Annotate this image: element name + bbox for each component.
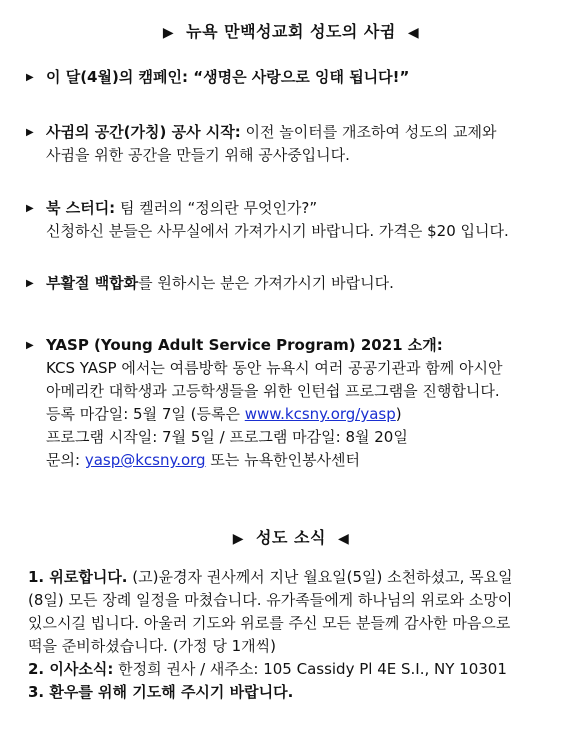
- yasp-contact-label: 문의:: [46, 451, 85, 469]
- bullet-icon: ▶: [26, 127, 34, 138]
- construction-text-line2: 사귐을 위한 공간을 만들기 위해 공사중입니다.: [46, 146, 350, 164]
- move-label: 2. 이사소식:: [28, 660, 114, 678]
- left-triangle-icon: ◀: [337, 531, 350, 547]
- prayer-request: 3. 환우를 위해 기도해 주시기 바랍니다.: [28, 683, 294, 701]
- easter-lily-text: 를 원하시는 분은 가져가시기 바랍니다.: [138, 274, 394, 292]
- construction-label: 사귐의 공간(가칭) 공사 시작:: [46, 123, 241, 141]
- bullet-icon: ▶: [26, 340, 34, 351]
- campaign-item: [26, 66, 566, 89]
- move-text: 한정희 권사 / 새주소: 105 Cassidy Pl 4E S.I., NY 10301: [113, 660, 507, 678]
- condolence-line: 떡을 준비하셨습니다. (가정 당 1개씩): [28, 637, 276, 655]
- easter-lily-item: [26, 272, 566, 295]
- right-triangle-icon: ▶: [162, 25, 175, 41]
- yasp-item: [26, 334, 566, 472]
- member-news-list: [28, 566, 568, 704]
- easter-lily-label: 부활절 백합화: [46, 274, 139, 292]
- book-study-text: 팀 켈러의 “정의란 무엇인가?”: [115, 199, 318, 217]
- member-news-title-text: 성도 소식: [256, 528, 326, 547]
- construction-text: 이전 놀이터를 개조하여 성도의 교제와: [240, 123, 497, 141]
- campaign-label: 이 달(4월)의 캠페인:: [46, 68, 189, 86]
- book-study-text-line2: 신청하신 분들은 사무실에서 가져가시기 바랍니다. 가격은 $20 입니다.: [46, 222, 509, 240]
- book-study-label: 북 스터디:: [46, 199, 116, 217]
- yasp-line1: KCS YASP 에서는 여름방학 동안 뉴욕시 여러 공공기관과 함께 아시안: [46, 359, 503, 377]
- yasp-registration-suffix: ): [395, 405, 402, 423]
- yasp-program-dates: 프로그램 시작일: 7월 5일 / 프로그램 마감일: 8월 20일: [46, 428, 408, 446]
- yasp-registration-text: 등록 마감일: 5월 7일 (등록은: [46, 405, 245, 423]
- condolence-line: (8일) 모든 장례 일정을 마쳤습니다. 유가족들에게 하나님의 위로와 소망이: [28, 591, 513, 609]
- bullet-icon: ▶: [26, 278, 34, 289]
- right-triangle-icon: ▶: [232, 531, 245, 547]
- campaign-text: “생명은 사랑으로 잉태 됩니다!”: [188, 68, 410, 86]
- condolence-line: 있으시길 빕니다. 아울러 기도와 위로를 주신 모든 분들께 감사한 마음으로: [28, 614, 511, 632]
- yasp-line2: 아메리칸 대학생과 고등학생들을 위한 인턴쉽 프로그램을 진행합니다.: [46, 382, 500, 400]
- condolence-line: (고)윤경자 권사께서 지난 월요일(5일) 소천하셨고, 목요일: [127, 568, 513, 586]
- book-study-item: [26, 197, 566, 243]
- yasp-contact-email-link[interactable]: yasp@kcsny.org: [84, 451, 206, 469]
- yasp-registration-link[interactable]: www.kcsny.org/yasp: [244, 405, 396, 423]
- yasp-registration: [46, 403, 566, 426]
- construction-item: [26, 121, 566, 167]
- bullet-icon: ▶: [26, 203, 34, 214]
- member-news-title: [0, 526, 582, 551]
- yasp-contact-suffix: 또는 뉴욕한인봉사센터: [205, 451, 361, 469]
- yasp-contact: [46, 449, 566, 472]
- condolence-label: 1. 위로합니다.: [28, 568, 128, 586]
- left-triangle-icon: ◀: [407, 25, 420, 41]
- church-news-title: [0, 20, 582, 45]
- yasp-heading: YASP (Young Adult Service Program) 2021 소개:: [46, 336, 443, 354]
- bullet-icon: ▶: [26, 72, 34, 83]
- church-news-title-text: 뉴욕 만백성교회 성도의 사귐: [186, 22, 396, 41]
